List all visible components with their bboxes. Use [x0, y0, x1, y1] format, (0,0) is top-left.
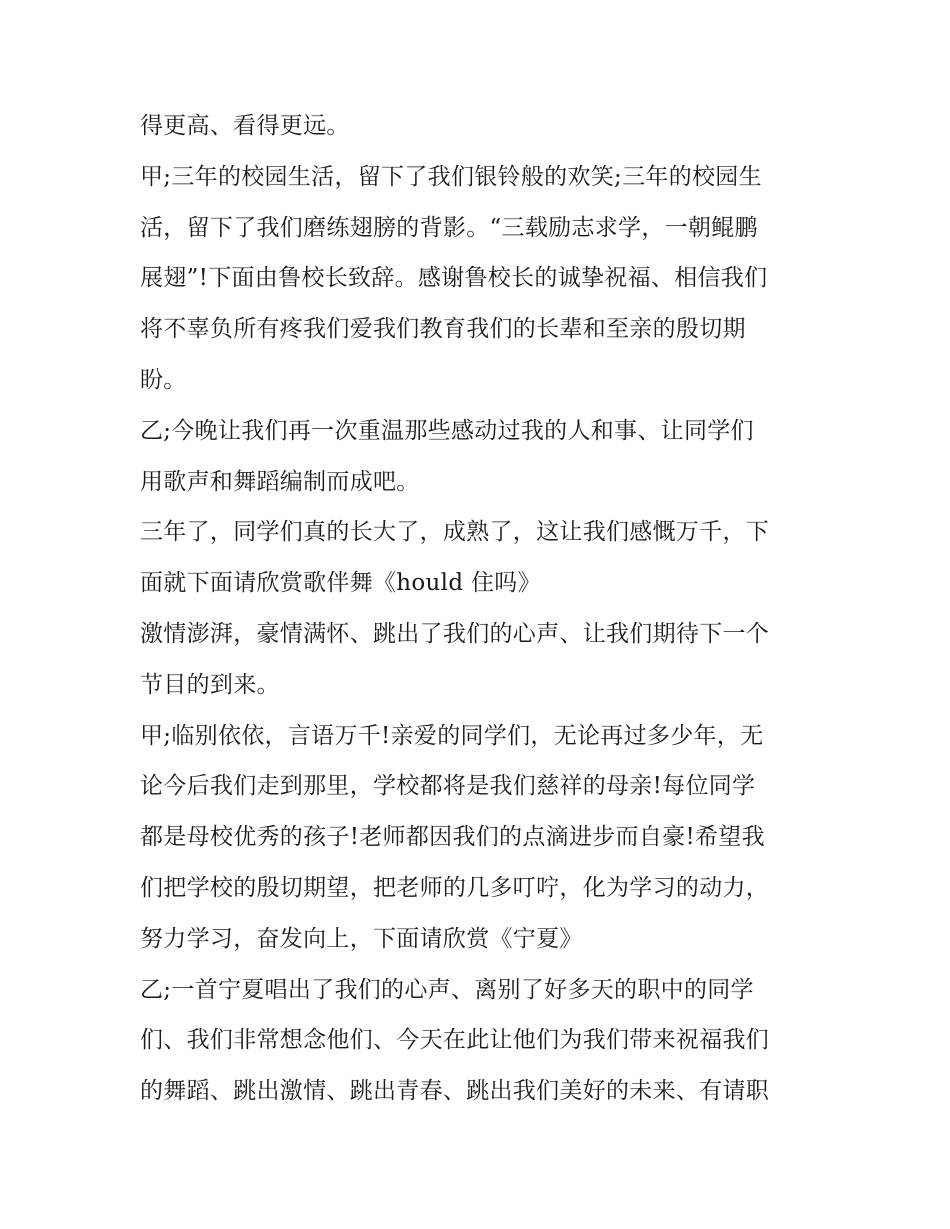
text-line: 们、我们非常想念他们、今天在此让他们为我们带来祝福我们 [140, 1027, 770, 1054]
text-line: 们把学校的殷切期望，把老师的几多叮咛，化为学习的动力， [140, 874, 770, 901]
document-body [140, 101, 820, 1117]
text-line: 论今后我们走到那里，学校都将是我们慈祥的母亲!每位同学 [140, 773, 756, 800]
text-line: 乙;一首宁夏唱出了我们的心声、离别了好多天的职中的同学 [140, 976, 754, 1003]
text-line: 节目的到来。 [140, 671, 280, 698]
text-line: 甲;临别依依，言语万千!亲爱的同学们，无论再过多少年，无 [140, 722, 764, 749]
text-line: 努力学习，奋发向上，下面请欣赏《宁夏》 [140, 925, 583, 952]
text-line: 活，留下了我们磨练翅膀的背影。“三载励志求学，一朝鲲鹏 [140, 214, 758, 241]
text-line: 将不辜负所有疼我们爱我们教育我们的长辈和至亲的殷切期 [140, 316, 746, 343]
text-line: 用歌声和舞蹈编制而成吧。 [140, 468, 420, 495]
text-line: 面就下面请欣赏歌伴舞《hould 住吗》 [140, 570, 541, 597]
text-line: 展翅”!下面由鲁校长致辞。感谢鲁校长的诚挚祝福、相信我们 [140, 265, 768, 292]
text-line: 得更高、看得更远。 [140, 113, 350, 139]
text-line: 盼。 [140, 366, 187, 393]
text-line: 激情澎湃，豪情满怀、跳出了我们的心声、让我们期待下一个 [140, 620, 770, 647]
text-line: 甲;三年的校园生活，留下了我们银铃般的欢笑;三年的校园生 [140, 163, 762, 190]
text-line: 乙;今晚让我们再一次重温那些感动过我的人和事、让同学们 [140, 417, 754, 444]
text-line: 都是母校优秀的孩子!老师都因我们的点滴进步而自豪!希望我 [140, 824, 765, 851]
text-line: 三年了，同学们真的长大了，成熟了，这让我们感慨万千，下 [140, 519, 770, 546]
text-line: 的舞蹈、跳出激情、跳出青春、跳出我们美好的未来、有请职 [140, 1078, 770, 1105]
